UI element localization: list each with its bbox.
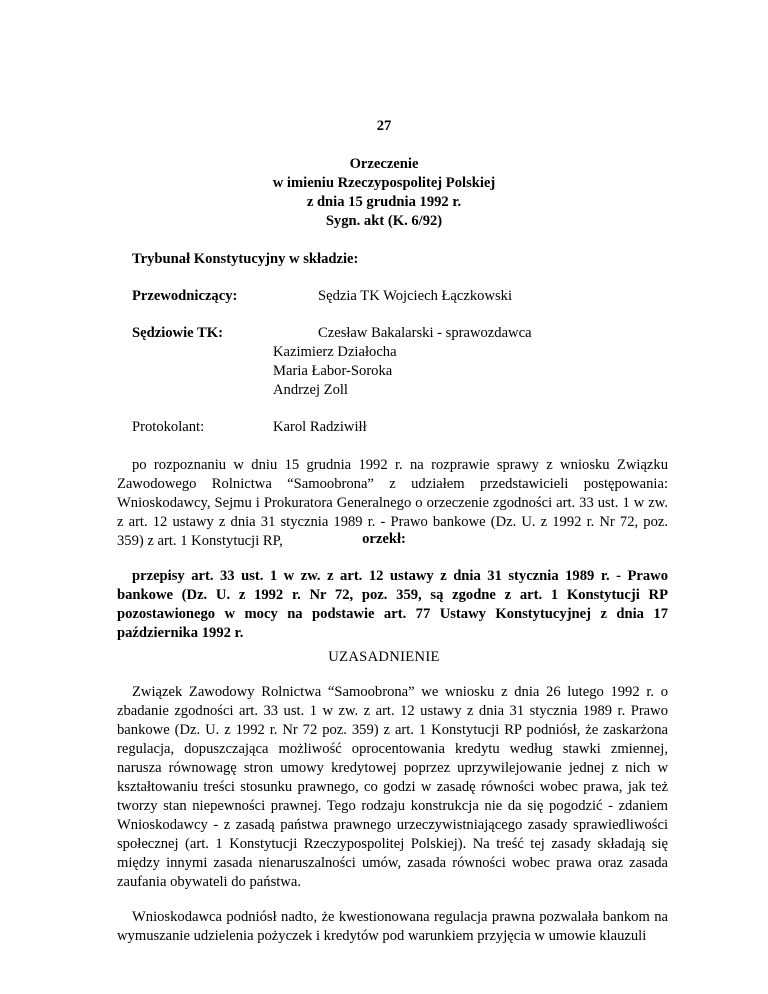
chair-name: Sędzia TK Wojciech Łączkowski [318, 288, 513, 304]
title-line-3: z dnia 15 grudnia 1992 r. [306, 194, 462, 210]
chair-label: Przewodniczący: [132, 288, 238, 304]
justification-heading: UZASADNIENIE [328, 649, 440, 665]
judge-name: Kazimierz Działocha [273, 344, 397, 360]
judge-name: Czesław Bakalarski - sprawozdawca [318, 325, 532, 341]
clerk-name: Karol Radziwiłł [273, 419, 367, 435]
title-line-2: w imieniu Rzeczypospolitej Polskiej [272, 175, 496, 191]
intro-paragraph: po rozpoznaniu w dniu 15 grudnia 1992 r. na rozprawie sprawy z wniosku Związku Zawodowego Rolnictwa “Samoobrona” z udziałem przedstawicieli postępowania: Wnioskodawcy, Sejmu i Prokuratora Generalnego o orzeczenie zgodności art. 33 ust. 1 w zw. z art. 12 ustawy z dnia 31 stycznia 1989 r. - Prawo bankowe (Dz. U. z 1992 r. Nr 72, poz. 359) z art. 1 Konstytucji RP, [117, 457, 668, 549]
judge-name: Maria Łabor-Soroka [273, 363, 393, 379]
judge-name: Andrzej Zoll [273, 382, 348, 398]
composition-heading: Trybunał Konstytucyjny w składzie: [132, 251, 359, 267]
page-number: 27 [376, 118, 392, 134]
ruling-text: przepisy art. 33 ust. 1 w zw. z art. 12 ustawy z dnia 31 stycznia 1989 r. - Prawo bankowe (Dz. U. z 1992 r. Nr 72, poz. 359, są zgodne z art. 1 Konstytucji RP pozostawionego w mocy na podstawie art. 77 Ustawy Konstytucyjnej z dnia 17 października 1992 r. [117, 568, 668, 641]
clerk-label: Protokolant: [132, 419, 205, 435]
ruling-heading: orzekł: [362, 531, 406, 547]
judges-label: Sędziowie TK: [132, 325, 223, 341]
title-line-4: Sygn. akt (K. 6/92) [325, 213, 443, 229]
justification-paragraph: Związek Zawodowy Rolnictwa “Samoobrona” we wniosku z dnia 26 lutego 1992 r. o zbadanie zgodności art. 33 ust. 1 w zw. z art. 12 ustawy z dnia 31 stycznia 1989 r. Prawo bankowe (Dz. U. z 1992 r. Nr 72 poz. 359) z art. 1 Konstytucji RP podniósł, że zaskarżona regulacja, dopuszczająca możliwość oprocentowania kredytu według stawki zmiennej, narusza równowagę stron umowy kredytowej poprzez uprzywilejowanie jednej z nich w kształtowaniu treści stosunku prawnego, co godzi w zasadę równości wobec prawa, jak też tworzy stan niepewności prawnej. Tego rodzaju konstrukcja nie da się pogodzić - zdaniem Wnioskodawcy - z zasadą państwa prawnego urzeczywistniającego zasady sprawiedliwości społecznej (art. 1 Konstytucji Rzeczypospolitej Polskiej). Na treść tej zasady składają się między innymi zasada nienaruszalności umów, zasada równości wobec prawa oraz zasada zaufania obywateli do państwa. [117, 684, 668, 890]
title-line-1: Orzeczenie [349, 156, 419, 172]
justification-paragraph: Wnioskodawca podniósł nadto, że kwestionowana regulacja prawna pozwalała bankom na wymuszanie udzielenia pożyczek i kredytów pod warunkiem przyjęcia w umowie klauzuli [117, 909, 668, 944]
